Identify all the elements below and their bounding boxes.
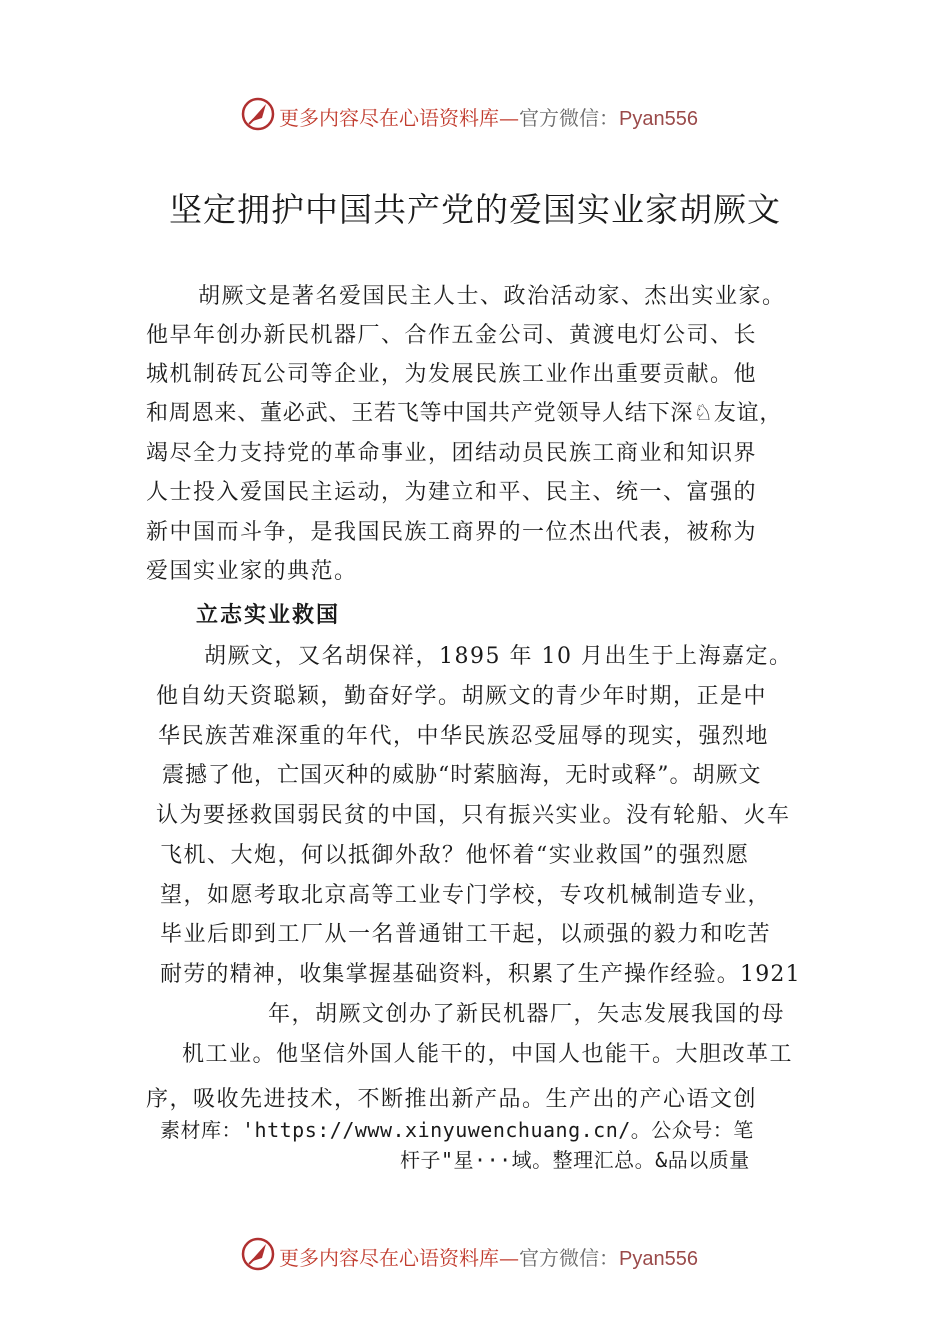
text-line: 序，吸收先进技术，不断推出新产品。生产出的产心语文创: [146, 1087, 758, 1112]
text-line: 他早年创办新民机器厂、合作五金公司、黄渡电灯公司、长: [146, 323, 758, 348]
text-line: 人士投入爱国民主运动，为建立和平、民主、统一、富强的: [146, 480, 758, 505]
text-line: 毕业后即到工厂从一名普通钳工干起，以顽强的毅力和吃苦: [160, 922, 772, 947]
text-line: 机工业。他坚信外国人能干的，中国人也能干。大胆改革工: [182, 1042, 794, 1067]
text-line: 年，胡厥文创办了新民机器厂，矢志发展我国的母: [268, 1002, 786, 1027]
header-banner: [0, 96, 950, 132]
quill-logo-icon: [240, 96, 276, 132]
text-line: 认为要拯救国弱民贫的中国，只有振兴实业。没有轮船、火车: [156, 803, 791, 828]
quill-logo-icon: [240, 1236, 276, 1272]
banner-text: [279, 102, 698, 131]
text-line: 竭尽全力支持党的革命事业，团结动员民族工商业和知识界: [146, 441, 758, 466]
section-heading: 立志实业救国: [196, 602, 341, 628]
banner-text: [279, 1242, 698, 1271]
text-line: 胡厥文，又名胡保祥，1895 年 10 月出生于上海嘉定。: [204, 644, 793, 669]
text-line: 和周恩来、董必武、王若飞等中国共产党领导人结下深♘友谊，: [146, 401, 783, 426]
text-line: 他自幼天资聪颖，勤奋好学。胡厥文的青少年时期，正是中: [156, 684, 768, 709]
text-line: 新中国而斗争，是我国民族工商界的一位杰出代表，被称为: [146, 520, 758, 545]
text-line: 飞机、大炮，何以抵御外敌？他怀着“实业救国”的强烈愿: [160, 843, 750, 868]
text-line: 城机制砖瓦公司等企业，为发展民族工业作出重要贡献。他: [146, 362, 758, 387]
banner-wechat-label: 官方微信：: [519, 106, 619, 130]
banner-source: 更多内容尽在心语资料库—: [279, 106, 519, 130]
text-line: 杆子"星···域。整理汇总。&品以质量: [400, 1148, 750, 1172]
text-line: 爱国实业家的典范。: [146, 559, 358, 584]
banner-source: 更多内容尽在心语资料库—: [279, 1246, 519, 1270]
text-line: 望，如愿考取北京高等工业专门学校，专攻机械制造专业，: [160, 883, 772, 908]
banner-wechat-id: Pyan556: [619, 108, 698, 130]
text-line: 华民族苦难深重的年代，中华民族忍受屈辱的现实，强烈地: [158, 724, 770, 749]
text-line: 素材库：'https://www.xinyuwenchuang.cn/。公众号：笔: [160, 1118, 754, 1142]
document-title: 坚定拥护中国共产党的爱国实业家胡厥文: [169, 190, 781, 229]
footer-banner: [0, 1236, 950, 1272]
banner-wechat-label: 官方微信：: [519, 1246, 619, 1270]
text-line: 耐劳的精神，收集掌握基础资料，积累了生产操作经验。1921: [160, 962, 801, 987]
banner-wechat-id: Pyan556: [619, 1248, 698, 1270]
text-line: 胡厥文是著名爱国民主人士、政治活动家、杰出实业家。: [198, 284, 786, 309]
text-line: 震撼了他，亡国灭种的威胁“时萦脑海，无时或释”。胡厥文: [162, 763, 762, 788]
